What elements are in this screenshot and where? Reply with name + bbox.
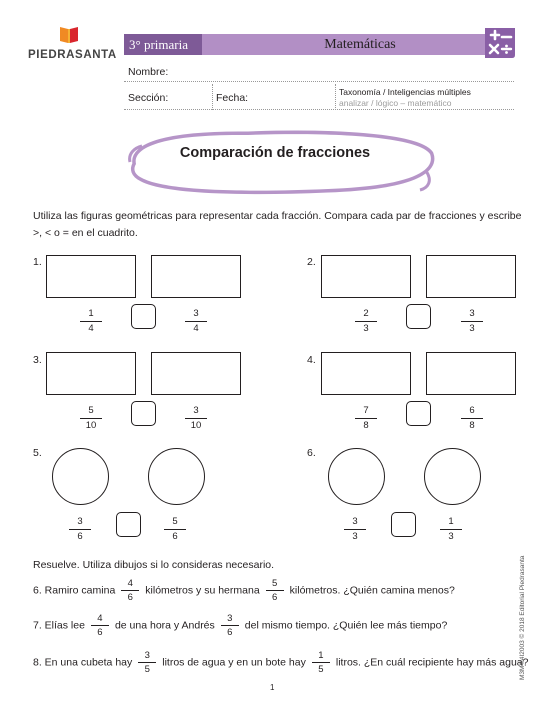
comparison-box[interactable] xyxy=(391,512,416,537)
fraction-circle[interactable] xyxy=(424,448,481,505)
fraction-right: 1 3 xyxy=(440,516,462,543)
comparison-box[interactable] xyxy=(116,512,141,537)
taxonomy-values: analizar / lógico – matemático xyxy=(339,98,452,108)
fraction-right: 3 10 xyxy=(185,405,207,432)
comparison-box[interactable] xyxy=(406,401,431,426)
page-number: 1 xyxy=(270,683,275,692)
grade-label: 3° primaria xyxy=(124,34,202,55)
taxonomy-title: Taxonomía / Inteligencias múltiples xyxy=(339,87,471,97)
exercise-number: 5. xyxy=(33,447,42,459)
fraction-right: 6 8 xyxy=(461,405,483,432)
inline-fraction: $\frac{1}{5}$ xyxy=(312,650,330,675)
exercise-number: 1. xyxy=(33,256,42,268)
comparison-box[interactable] xyxy=(131,401,156,426)
fraction-left: 3 6 xyxy=(69,516,91,543)
comparison-box[interactable] xyxy=(131,304,156,329)
fraction-rectangle[interactable] xyxy=(46,255,136,298)
fraction-rectangle[interactable] xyxy=(151,352,241,395)
fraction-right: 3 3 xyxy=(461,308,483,335)
fraction-left: 3 3 xyxy=(344,516,366,543)
fraction-rectangle[interactable] xyxy=(46,352,136,395)
word-problem: 6. Ramiro camina $\frac{4}{6}$ kilómetros y su hermana $\frac{5}{6}$ kilómetros. ¿Quién camina menos? xyxy=(33,578,455,603)
fraction-left: 7 8 xyxy=(355,405,377,432)
subject-label: Matemáticas xyxy=(324,37,396,52)
inline-fraction: $\frac{4}{6}$ xyxy=(121,578,139,603)
title-brush-frame xyxy=(128,126,438,196)
word-problem: 7. Elías lee $\frac{4}{6}$ de una hora y Andrés $\frac{3}{6}$ del mismo tiempo. ¿Quién lee más tiempo? xyxy=(33,613,448,638)
fraction-right: 5 6 xyxy=(164,516,186,543)
copyright-code: M3M4I4I2003 © 2018 Editorial Piedrasanta xyxy=(519,555,526,680)
inline-fraction: $\frac{4}{6}$ xyxy=(91,613,109,638)
inline-fraction: $\frac{3}{6}$ xyxy=(221,613,239,638)
name-label: Nombre: xyxy=(128,66,169,78)
fraction-rectangle[interactable] xyxy=(151,255,241,298)
inline-fraction: $\frac{3}{5}$ xyxy=(138,650,156,675)
comparison-box[interactable] xyxy=(406,304,431,329)
fraction-right: 3 4 xyxy=(185,308,207,335)
fraction-left: 2 3 xyxy=(355,308,377,335)
piedrasanta-logo xyxy=(28,26,118,66)
word-problem: 8. En una cubeta hay $\frac{3}{5}$ litros de agua y en un bote hay $\frac{1}{5}$ litros. ¿En cuál recipiente hay más agua? xyxy=(33,650,529,675)
name-field[interactable] xyxy=(124,61,514,82)
brand-name: PIEDRASANTA xyxy=(28,49,117,61)
fraction-left: 5 10 xyxy=(80,405,102,432)
page-title: Comparación de fracciones xyxy=(179,145,371,161)
inline-fraction: $\frac{5}{6}$ xyxy=(266,578,284,603)
fraction-left: 1 4 xyxy=(80,308,102,335)
fraction-rectangle[interactable] xyxy=(321,352,411,395)
exercise-number: 4. xyxy=(307,354,316,366)
exercise-number: 3. xyxy=(33,354,42,366)
fraction-rectangle[interactable] xyxy=(321,255,411,298)
fraction-rectangle[interactable] xyxy=(426,255,516,298)
fraction-circle[interactable] xyxy=(328,448,385,505)
book-logo-icon xyxy=(59,26,81,44)
date-label: Fecha: xyxy=(216,92,249,104)
fraction-circle[interactable] xyxy=(52,448,109,505)
exercise-number: 6. xyxy=(307,447,316,459)
fraction-circle[interactable] xyxy=(148,448,205,505)
exercise-number: 2. xyxy=(307,256,316,268)
section-label: Sección: xyxy=(128,92,169,104)
math-operations-icon xyxy=(482,25,518,61)
fraction-rectangle[interactable] xyxy=(426,352,516,395)
resuelve-instruction: Resuelve. Utiliza dibujos si lo consideras necesario. xyxy=(33,559,275,571)
instructions: Utiliza las figuras geométricas para representar cada fracción. Compara cada par de fracciones y escribe >, < o = en el cuadrito. xyxy=(33,210,522,239)
